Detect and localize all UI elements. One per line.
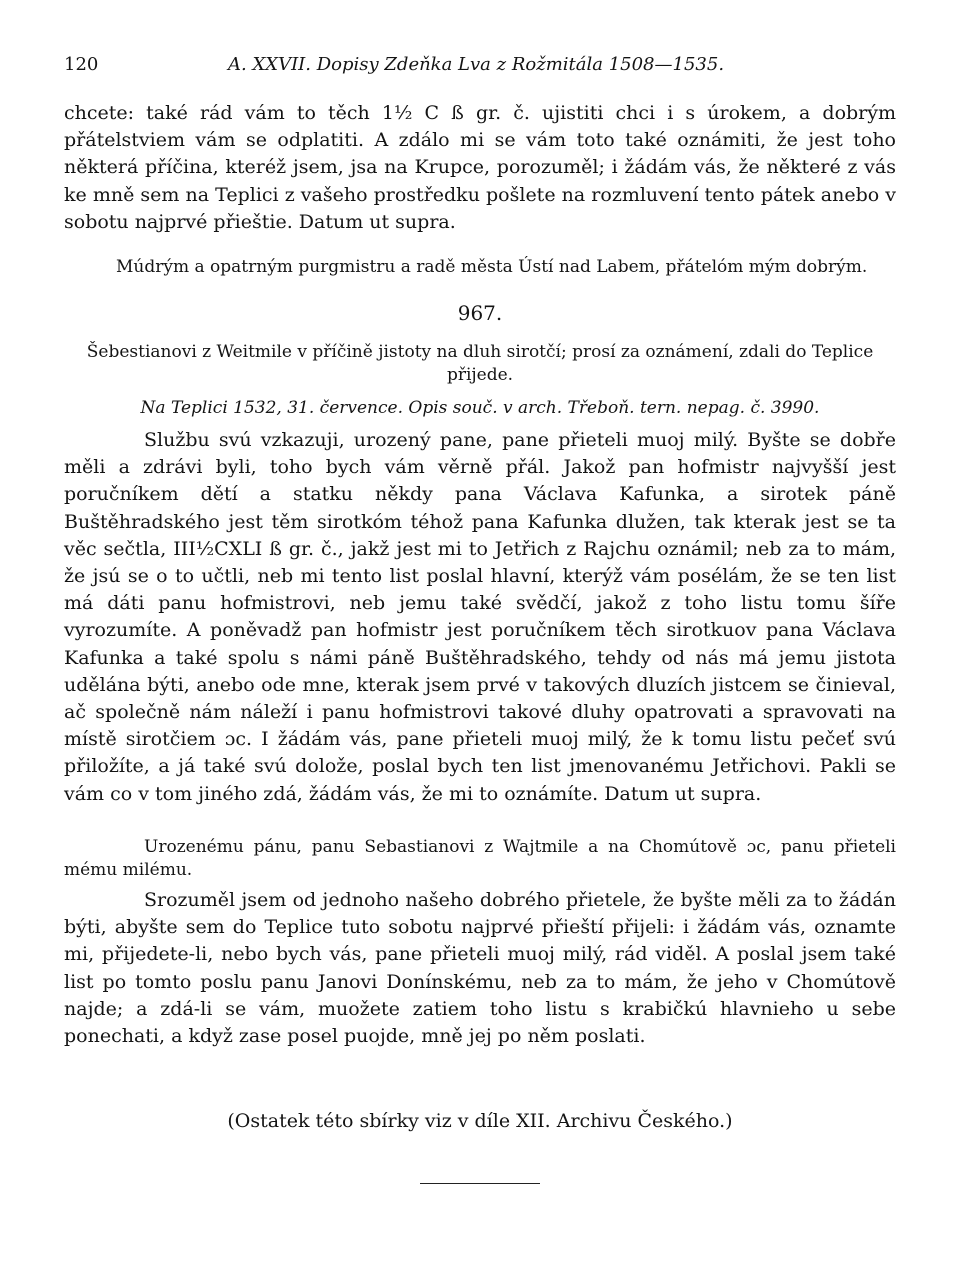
page-header: [64, 54, 904, 84]
letter-source: Na Teplici 1532, 31. července. Opis souč. v arch. Třeboň. tern. nepag. č. 3990.: [140, 398, 820, 418]
closing-note: (Ostatek této sbírky viz v díle XII. Archivu Českého.): [227, 1110, 733, 1132]
page-number: 120: [64, 54, 99, 75]
continuation-paragraph: chcete: také rád vám to těch 1½ C ß gr. č. ujistiti chci i s úrokem, a dobrým přátelstviem vám se odplatiti. A zdálo mi se vám toto také oznámiti, že jest toho některá příčina, kteréž jsem, jsa na Krupce, porozuměl; i žádám vás, že některé z vás ke mně sem na Teplici z vašeho prostředku pošlete na rozmluvení tento pátek anebo v sobotu najprvé přieštie. Datum ut supra.: [64, 102, 896, 233]
letter-body: Službu svú vzkazuji, urozený pane, pane přieteli muoj milý. Byšte se dobře měli a zdrávi byli, toho bych vám věrně přál. Jakož pan hofmistr najvyšší jest poručníkem dětí a statku někdy pana Václava Kafunka, a sirotek páně Buštěhradského jest těm sirotkóm téhož pana Kafunka dlužen, tak kterak jest se ta věc sečtla, III½CXLI ß gr. č., jakž jest mi to Jetřich z Rajchu oznámil; neb za to mám, že jsú se o to učtli, neb mi tento list poslal hlavní, kterýž vám posélám, že se ten list má dáti panu hofmistrovi, neb jemu také svědčí, jakož z toho listu tomu šíře vyrozumíte. A poněvadž pan hofmistr jest poručníkem těch sirotkuov pana Václava Kafunka a také spolu s námi páně Buštěhradského, tehdy od nás má jemu jistota udělána býti, anebo ode mne, kterak jsem prvé v takových dluzích jistcem se činieval, ač společně nám náleží i panu hofmistrovi takové dluhy opatrovati a spravovati na místě sirotčiem ɔc. I žádám vás, pane přieteli muoj milý, že k tomu listu pečeť svú přiložíte, a já také svú dolože, poslal bych ten list jmenovanému Jetřichovi. Pakli se vám co v tom jiného zdá, žádám vás, že mi to oznámíte. Datum ut supra.: [64, 429, 896, 805]
continuation-address: Múdrým a opatrným purgmistru a radě města Ústí nad Labem, přátelóm mým dobrým.: [116, 257, 868, 277]
running-head: A. XXVII. Dopisy Zdeňka Lva z Rožmitála 1508—1535.: [228, 54, 725, 75]
letter-address: Urozenému pánu, panu Sebastianovi z Wajtmile a na Chomútově ɔc, panu přieteli mému milému.: [64, 837, 896, 880]
letter-postscript: Srozuměl jsem od jednoho našeho dobrého přietele, že byšte měli za to žádán býti, abyšte sem do Teplice tuto sobotu najprvé přieští přijeli: i žádám vás, oznamte mi, přijedete-li, nebo bych vás, pane přieteli muoj milý, rád viděl. A poslal jsem také list po tomto poslu panu Janovi Donínskému, neb za to mám, že jeho v Chomútově najde; a zdá-li se vám, muožete zatiem toho listu s krabičkú hlavnieho u sebe ponechati, a když zase posel puojde, mně jej po něm poslati.: [64, 889, 896, 1048]
letter-summary: Šebestianovi z Weitmile v příčině jistoty na dluh sirotčí; prosí za oznámení, zdali do Teplice přijede.: [86, 342, 874, 385]
footer-rule: [420, 1183, 540, 1184]
letter-number: 967.: [457, 301, 503, 325]
